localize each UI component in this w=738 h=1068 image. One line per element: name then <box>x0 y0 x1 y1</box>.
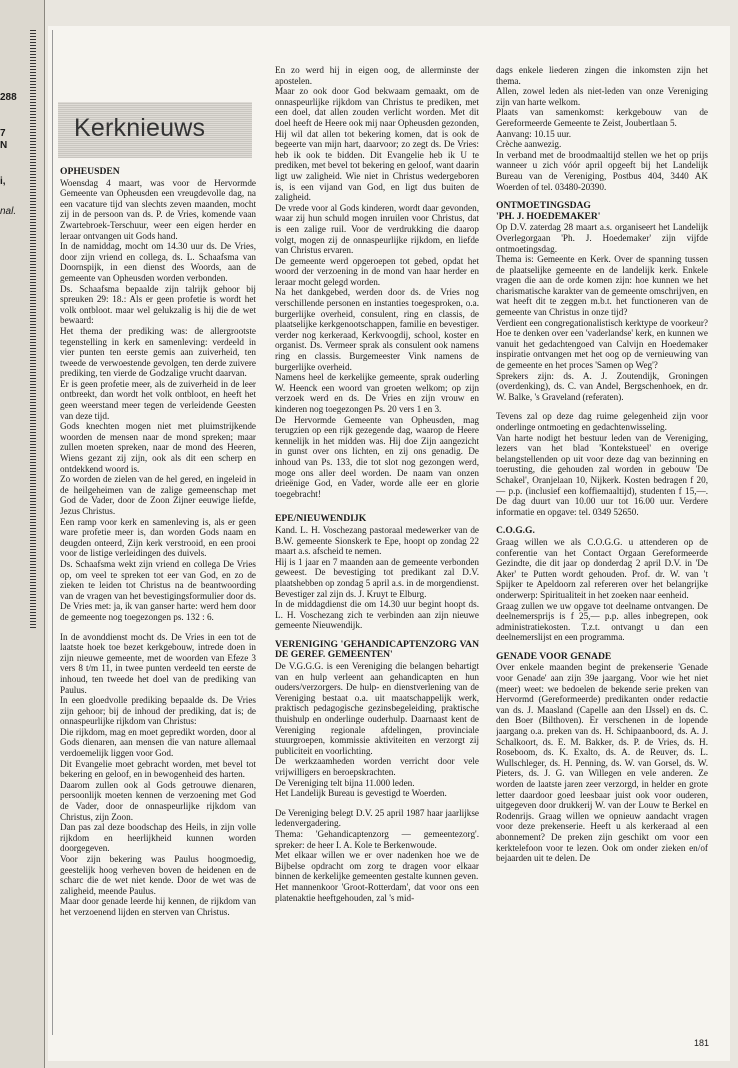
paragraph: Allen, zowel leden als niet-leden van onze Vereniging zijn van harte welkom. <box>496 86 708 107</box>
paragraph: Graag zullen we uw opgave tot deelname ontvangen. De deelnemersprijs is f 25,— p.p. alles inbegrepen, ook administratiekosten. T.z.t. ontvangt u dan een deelnemerslijst en een programma. <box>496 600 708 643</box>
paragraph: De Vereniging belegt D.V. 25 april 1987 haar jaarlijkse ledenvergadering. <box>275 807 479 829</box>
paragraph: In de middagdienst die om 14.30 uur begint hoopt ds. L. H. Voschezang zich te verbinden aan zijn nieuwe gemeente Nieuwendijk. <box>275 599 479 631</box>
column-1 <box>60 167 256 1033</box>
paragraph: Er is geen profetie meer, als de zuiverheid in de leer ontbreekt, dan wordt het volk ontbloot, en heeft het geen weerstand meer tegen de verleidende Geesten van deze tijd. <box>60 378 256 421</box>
article-heading-epe: EPE/NIEUWENDIJK <box>275 513 367 525</box>
margin-fragment: 288 <box>0 92 17 103</box>
paragraph: Het thema der prediking was: de allergrootste tegenstelling in kerk en samenleving: verdeeld in vier punten ten eerste gemis aan zuiverheid, ten tweede de verwoestende gevolgen, ten derde zuivere prediking, ten vierde de Godzalige vrucht daarvan. <box>60 325 256 379</box>
paragraph: Aanvang: 10.15 uur. <box>496 128 572 139</box>
paragraph: Dit Evangelie moet gebracht worden, met bevel tot bekering en geloof, en in bewogenheid des harten. <box>60 758 256 780</box>
paragraph: Kand. L. H. Voschezang pastoraal medewerker van de B.W. gemeente Sionskerk te Epe, hoopt op zondag 22 maart a.s. afscheid te nemen. <box>275 524 479 557</box>
section-title: Kerknieuws <box>74 114 206 142</box>
margin-fragment: nal. <box>0 206 17 217</box>
paragraph: Plaats van samenkomst: kerkgebouw van de Gereformeerde Gemeente te Zeist, Joubertlaan 5. <box>496 107 708 128</box>
article-heading-vereniging: VERENIGING 'GEHANDICAPTENZORG VAN DE GEREF. GEMEENTEN' <box>275 638 479 661</box>
paragraph: Verdient een congregationalistisch kerktype de voorkeur? Hoe te denken over een 'vaderlandse' kerk, en kunnen we vanuit het gedachtengoed van Calvijn en Hoedemaker inspiratie ontvangen met het oog op de vernieuwing van de gemeente en het proces 'Samen op Weg'? <box>496 317 708 371</box>
paragraph: Hij is 1 jaar en 7 maanden aan de gemeente verbonden geweest. De bevestiging tot predikant zal D.V. plaatshebben op zondag 5 april a.s. in de morgendienst. Bevestiger zal zijn ds. J. Kruyt te Elburg. <box>275 556 479 599</box>
paragraph: Over enkele maanden begint de prekenserie 'Genade voor Genade' aan zijn 39e jaargang. Voor wie het niet (meer) weet: we bedoelen de bekende serie preken van Hervormd (Gereformeerde) predikanten onder redactie van ds. J. Maasland (Capelle aan den IJssel) en ds. C. den Boer (Bilthoven). Er verschenen in de lopende jaargang o.a. preken van ds. H. Schipaanboord, ds. A. J. Schalkoort, ds. E. M. Bakker, ds. P. de Vries, ds. H. Roseboom, ds. K. Exalto, ds. A. de Reuver, ds. L. Wullschleger, ds. H. Penning, ds. W. van Gorsel, ds. W. Pieters, ds. J. G. van Willegen en vele anderen. Ze worden de laatste jaren zeer verzorgd, in helder en grote letter daardoor goed leesbaar juist ook voor ouderen, uitgegeven door drukkerij W. van der Louw te Berkel en Rodenrijs. Graag willen we opnieuw aandacht vragen voor deze prekenserie. Heeft u als kerkeraad al een abonnement? De preken zijn geschikt om voor een kerktelefoon voor te lezen. Ook om onder zieken en/of bejaarden uit te delen. De <box>496 662 708 864</box>
article-heading-ontmoetingsdag: ONTMOETINGSDAG <box>496 200 591 212</box>
paragraph: De Hervormde Gemeente van Opheusden, mag terugzien op een rijk gezegende dag, waarop de Heere kennelijk in het midden was. Hij doe Zijn aangezicht in gunst over ons lichten, en zij ons genadig. De inhoud van Ps. 133, die tot slot nog gezongen werd, moge ons aller deel worden. De naam van onzen drieënige God, en Vader, worde alle eer en glorie toegebracht! <box>275 414 479 499</box>
paragraph: Maar door genade leerde hij kennen, de rijkdom van het verzoenend lijden en sterven van Christus. <box>60 896 256 917</box>
section-banner <box>58 102 252 158</box>
paragraph: In verband met de broodmaaltijd stellen we het op prijs wanneer u zich vóór april opgeeft bij het Landelijk Bureau van de Vereniging, Postbus 404, 3440 AK Woerden of tel. 03480-20390. <box>496 149 708 192</box>
article-heading-cogg: C.O.G.G. <box>496 525 535 537</box>
paragraph: In de avonddienst mocht ds. De Vries in een tot de laatste hoek toe bezet kerkgebouw, intrede doen in zijn nieuwe gemeente, met de woorden van Efeze 3 vers 8 t/m 11, in twee punten verdeeld ten eerste de inhoud, ten tweede het doel van de prediking van Paulus. <box>60 631 256 695</box>
margin-fragment: 7 <box>0 128 6 139</box>
paragraph: Van harte nodigt het bestuur leden van de Vereniging, lezers van het blad 'Kontekstueel' en overige belangstellenden op uit voor deze dag van bezinning en toerusting, die gehouden zal worden in gebouw 'De Schakel', Oranjelaan 10, Nijkerk. Kosten bedragen f 20,— p.p. (inclusief een koffiemaaltijd), studenten f 15,—. De dag duurt van 10.00 uur tot 16.00 uur. Verdere informatie en opgave: tel. 0349 52650. <box>496 432 708 517</box>
column-3 <box>496 65 708 1035</box>
page-number: 181 <box>694 1038 710 1048</box>
paragraph: De V.G.G.G. is een Vereniging die belangen behartigt van en hulp verleent aan gehandicapten en hun ouders/verzorgers. De hulp- en dienstverlening van de Vereniging bestaat o.a. uit maatschappelijk werk, praktisch pedagogische gezinsbegeleiding, praktische thuishulp en onderlinge ouderhulp. Daarnaast kent de Vereniging regionale afdelingen, provinciale stuurgroepen, kommissie aktiviteiten en verzorgt zij publiciteit en voorlichting. <box>275 661 479 756</box>
paragraph: Tevens zal op deze dag ruime gelegenheid zijn voor onderlinge ontmoeting en gedachtenwisseling. <box>496 411 708 432</box>
paragraph: En zo werd hij in eigen oog, de allerminste der apostelen. <box>275 65 479 86</box>
paragraph: Daarom zullen ook al Gods getrouwe dienaren, persoonlijk moeten kennen de verzoening met God de Vader, door de onnaspeurlijke rijkdom van Christus, zijn Zoon. <box>60 779 256 822</box>
paragraph: Woensdag 4 maart, was voor de Hervormde Gemeente van Opheusden een vreugdevolle dag, na een vacature tijd van slechts zeven maanden, mocht zij in de persoon van ds. P. de Vries, komende vaan Zwartebroek-Terschuur, weer een eigen herder en leraar ontvangen uit Gods hand. <box>60 177 256 241</box>
paragraph: Het Landelijk Bureau is gevestigd te Woerden. <box>275 788 447 799</box>
paragraph: Die rijkdom, mag en moet gepredikt worden, door al Gods dienaren, aan mensen die van nature allemaal verdoemelijk liggen voor God. <box>60 726 256 759</box>
paragraph: Graag willen we als C.O.G.G. u attenderen op de conferentie van het Contact Orgaan Gereformeerde Gezindte, die dit jaar op donderdag 2 april D.V. in 'De Aker' te Putten wordt gehouden. Prof. dr. W. van 't Spijker te Apeldoorn zal refereren over het belangrijke onderwerp: Spiritualiteit in het zoeken naar eenheid. <box>496 536 708 600</box>
paragraph: Na het dankgebed, werden door ds. de Vries nog verschillende personen en instanties toegesproken, o.a. burgerlijke overheid, consulent, ring en classis, de plaatselijke kerkgenootschappen, familie en bevestiger. verder nog kerkeraad, Kerkvoogdij, school, koster en organist. Ds. Vermeer sprak als consulent ook namens ring en classis. Burgemeester Vink namens de burgerlijke overheid. <box>275 287 479 372</box>
paragraph: Met elkaar willen we er over nadenken hoe we de Bijbelse opdracht om zorg te dragen voor elkaar binnen de kerkelijke gemeenten gestalte kunnen geven. <box>275 850 479 882</box>
paragraph: dags enkele liederen zingen die inkomsten zijn het thema. <box>496 65 708 86</box>
paragraph: Zo worden de zielen van de hel gered, en ingeleid in de heilgeheimen van de zalige gemeenschap met God de Vader, door de Zoon Zijner eeuwige liefde, Jezus Christus. <box>60 474 256 516</box>
paragraph: Thema is: Gemeente en Kerk. Over de spanning tussen de plaatselijke gemeente en de landelijk kerk. Enkele vragen die aan de orde komen zijn: hoe kunnen we het charismatische karakter van de gemeente omschrijven, en wat heeft dit te zeggen m.b.t. het functioneren van de gemeente van Christus in onze tijd? <box>496 254 708 318</box>
paragraph: Crèche aanwezig. <box>496 139 562 150</box>
paragraph: Thema: 'Gehandicaptenzorg — gemeentezorg'. spreker: de heer I. A. Kole te Berkenwoude. <box>275 828 479 850</box>
paragraph: Het mannenkoor 'Groot-Rotterdam', dat voor ons een platenaktie heeftgehouden, zal 's mid- <box>275 881 479 903</box>
paragraph: Dan pas zal deze boodschap des Heils, in zijn volle rijkdom en heerlijkheid kunnen worden doorgegeven. <box>60 822 256 854</box>
paragraph: Een ramp voor kerk en samenleving is, als er geen ware profetie meer is, dan worden Gods naam en deugden onteerd, Zijn kerk verstrooid, en een prooi voor de listige verleidingen des duivels. <box>60 516 256 559</box>
paragraph: In een gloedvolle prediking bepaalde ds. De Vries zijn gehoor; bij de inhoud der prediking, dat is; de onnaspeurlijke rijkdom van Christus: <box>60 695 256 727</box>
paragraph: Voor zijn bekering was Paulus hoogmoedig, geestelijk hoog verheven boven de heidenen en de scharc die de wet niet kende. Door de wet was de zaligheid, meende Paulus. <box>60 854 256 896</box>
page-edge-ruler <box>30 30 36 630</box>
margin-fragment: i, <box>0 176 6 187</box>
previous-page-margin <box>0 0 45 1068</box>
page-gutter-line <box>52 30 53 1035</box>
paragraph: Gods knechten mogen niet met pluimstrijkende woorden de mensen naar de mond spreken; maar zullen moeten spreken, naar de mond des Heeren, Wiens gezant zij zijn, ook als dit een scherp en ontdekkend woord is. <box>60 421 256 474</box>
paragraph: De werkzaamheden worden verricht door vele vrijwilligers en beroepskrachten. <box>275 756 479 777</box>
paragraph: Op D.V. zaterdag 28 maart a.s. organiseert het Landelijk Overlegorgaan 'Ph. J. Hoedemaker' zijn vijfde ontmoetingsdag. <box>496 222 708 254</box>
article-heading-genade: GENADE VOOR GENADE <box>496 650 612 662</box>
margin-fragment: N <box>0 140 8 151</box>
article-subheading-hoedemaker: 'PH. J. HOEDEMAKER' <box>496 210 601 222</box>
paragraph: Ds. Schaafsma bepaalde zijn talrijk gehoor bij spreuken 29: 18.: Als er geen profetie is wordt het volk ontbloot. maar wel gelukzalig is hij die de wet bewaard: <box>60 283 256 326</box>
paragraph: Ds. Schaafsma wekt zijn vriend en collega De Vries op, om veel te spreken tot eer van God, en zo de zieken te leiden tot Christus na de beantwoording van de vragen van het bevestigingsformulier door ds. De Vries met: ja, ik van ganser harte: werd hem door de gemeente nog toegezongen ps. 132 : 6. <box>60 558 256 622</box>
paragraph: De vrede voor al Gods kinderen, wordt daar gevonden, waar zij hun schuld mogen inruilen voor Christus, dat is een zalige ruil. Voor de verdrukking die daarop volgt, mogen zij de onnaspeurlijke rijkdom, en liefde van Christus ervaren. <box>275 202 479 256</box>
paragraph: De gemeente werd opgeroepen tot gebed, opdat het woord der verzoening in de mond van haar herder en leraar mocht gelegd worden. <box>275 255 479 287</box>
column-2 <box>275 65 479 1035</box>
paragraph: Sprekers zijn: ds. A. J. Zoutendijk, Groningen (overdenking), ds. C. van Andel, Bergschenhoek, en dr. W. Balke, 's Graveland (referaten). <box>496 370 708 402</box>
paragraph: Maar zo ook door God bekwaam gemaakt, om de onnaspeurlijke rijkdom van Christus te prediken, met een doel, dat allen zouden verlicht worden. Met dit doel heeft de Heere ook mij naar Opheusden gezonden, Hij wil dat allen tot bekering komen, dat is ook de begeerte van mijn hart, daarvoor; zo zegt ds. De Vries: heb ik ook te bidden. Dit Evangelie heb ik U te prediken, met bevel tot bekering en geloof, want daarin ligt uw zaligheid. Wie niet in Christus wedergeboren is, is een vijand van God, en ligt dus buiten de zaligheid. <box>275 86 479 203</box>
article-heading-opheusden: OPHEUSDEN <box>60 167 120 177</box>
paragraph: Namens heel de kerkelijke gemeente, sprak ouderling W. Heenck een woord van groeten welkom; op zijn verzoek werd en ds. De Vries en zijn vrouw en kinderen nog toegezongen Ps. 20 vers 1 en 3. <box>275 372 479 414</box>
paragraph: De Vereniging telt bijna 11.000 leden. <box>275 777 415 788</box>
paragraph: In de namiddag, mocht om 14.30 uur ds. De Vries, door zijn vriend en collega, ds. L. Schaafsma van Doornspijk, in een dienst des Woords, aan de gemeente van Opheusden worden verbonden. <box>60 241 256 283</box>
